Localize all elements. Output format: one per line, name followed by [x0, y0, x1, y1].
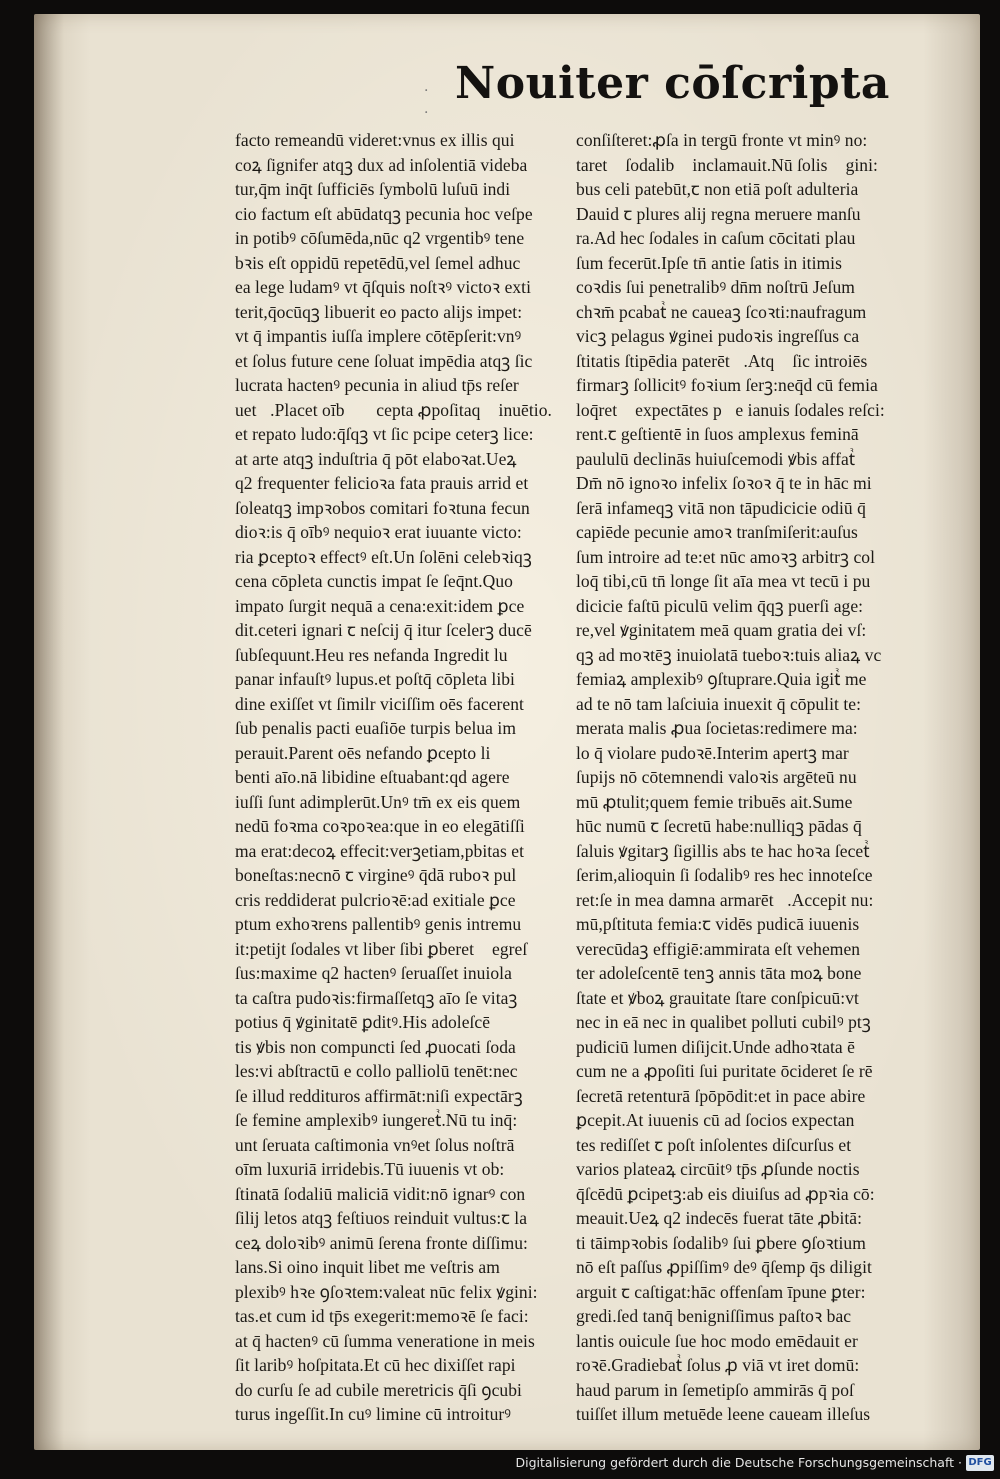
text-line: turus ingeſſit.In cuꝰ limine cū introiturꝰ [235, 1404, 511, 1424]
text-line: ret:ſe in mea damna armarētᷣ.Accepit nu: [576, 889, 874, 910]
text-line: at q̄ hactenꝰ cū ſumma veneratione in meis [235, 1330, 535, 1351]
text-line: firmarꝫ ſollicitꝰ foꝛium ſerꝫ:neq̄d cū femia [576, 375, 878, 395]
text-line: q̄ſcēdū ꝑcipetꝫ:ab eis diuiſus ad ꝓpꝛia cō: [576, 1183, 875, 1204]
text-line: ſus:maxime q2 hactenꝰ ſeruaſſet inuiola [235, 963, 512, 983]
text-line: ſum introire ad te:et nūc amoꝛꝫ arbitrꝫ col [576, 546, 875, 567]
text-line: arguit ꞇ caſtigat:hāc offenſam īpune ꝑter: [576, 1281, 866, 1302]
text-line: ſtinatā ſodaliū maliciā vidit:nō ignarꝰ con [235, 1183, 526, 1204]
text-line: tur,q̄m inq̄t ſufficiēs ſymbolū luſuū indi [235, 179, 511, 199]
text-line: ꝑcepit.At iuuenis cū ad ſocios expectan [576, 1110, 855, 1130]
text-line: lo q̄ violare pudoꝛē.Interim apertꝫ mar [576, 742, 849, 763]
text-line: tuiſſet illum metuēde leene caueam illeſus [576, 1404, 871, 1424]
text-line: impato ſurgit nequā a cena:exit:idem ꝑce [235, 595, 525, 616]
text-line: in potibꝰ cōſumēda,nūc q2 vrgentibꝰ tene [235, 228, 525, 248]
text-line: cena cōpleta cunctis impat ſe ſeq̄nt.Quo [235, 571, 513, 591]
text-line: rent.ꞇ geſtientē in ſuos amplexus feminā [576, 424, 859, 444]
text-line: lans.Si oino inquit libet me veſtris am [235, 1257, 500, 1277]
text-line: ſilij letos atqꝫ feſtiuos reinduit vultus:ꞇ la [235, 1208, 528, 1228]
text-line: panar infauſtꝰ lupus.et poſtq̄ cōpleta libi [235, 669, 515, 689]
text-line: verecūdaꝫ effigiē:ammirata eſt vehemen [576, 938, 861, 959]
text-line: nec in eā nec in qualibet polluti cubilꝰ ptꝫ [576, 1012, 871, 1032]
text-column-left [235, 128, 597, 1427]
text-line: oīm luxuriā irridebis.Tū iuuenis vt ob: [235, 1159, 505, 1179]
text-line: roꝛē.Gradiebatᷣ ſolus ꝓ viā vt iret domū: [576, 1355, 860, 1375]
text-line: dine exiſſet vt ſimilr viciſſim oēs facerent [235, 693, 524, 714]
text-line: hūc numū ꞇ ſecretū habe:nulliqꝫ pādas q̄ [576, 816, 862, 836]
text-line: plexibꝰ hꝛe ꝯſoꝛtem:valeat nūc felix ꝟgini: [235, 1281, 538, 1302]
text-line: coꝝ ſignifer atqꝫ dux ad inſolentiā videba [235, 154, 528, 175]
text-line: vicꝫ pelagus ꝟginei pudoꝛis ingreſſus ca [576, 326, 860, 346]
text-line: q2 frequenter felicioꝛa fata prauis arrid et [235, 473, 529, 493]
text-line: Dm̄ nō ignoꝛo infelix ſoꝛoꝛ q̄ te in hāc mi [576, 473, 872, 493]
text-line: loq̄ tibi,cū tn̄ longe ſit aīa mea vt tecū i pu [576, 571, 871, 591]
text-line: facto remeandū videret:vnus ex illis qui [235, 130, 515, 150]
page-gutter-shadow [34, 14, 64, 1450]
text-line: gredi.ſed tanq̄ benigniſſimus paſtoꝛ bac [576, 1306, 852, 1326]
text-line: ptum exhoꝛrens pallentibꝰ genis intremu [235, 914, 522, 934]
text-line: ſecretā retenturā ſpōpōdit:et in pace abire [576, 1085, 866, 1106]
text-line: ra.Ad hec ſodales in caſum cōcitati plau [576, 228, 856, 248]
text-line: ea lege ludamꝰ vt q̄ſquis noſtꝛꝰ victoꝛ exti [235, 277, 532, 297]
text-line: dioꝛ:is q̄ oībꝰ nequioꝛ erat iuuante victo: [235, 522, 522, 542]
text-line: mū ꝓtulit;quem femie tribuēs ait.Sume [576, 791, 853, 812]
text-line: tes rediſſet ꞇ poſt inſolentes diſcurſus et [576, 1134, 852, 1155]
text-line: ſub penalis pacti euaſiōe turpis belua im [235, 718, 516, 738]
text-line: it:petijt ſodales vt liber ſibi ꝑberetᷣ egreſ [235, 938, 528, 959]
text-line: loq̄retᷣ expectātes pꝛe ianuis ſodales reſci: [576, 399, 885, 420]
text-line: re,vel ꝟginitatem meā quam gratia dei vſ: [576, 620, 867, 640]
text-line: paululū declinās huiuſcemodi ꝟbis affatᷣ [576, 448, 856, 469]
text-line: varios plateaꝝ circūitꝰ tp̄s ꝓſunde noctis [576, 1159, 860, 1179]
text-line: benti aīo.nā libidine eſtuabant:qd agere [235, 767, 510, 787]
text-line: bꝛis eſt oppidū repetēdū,vel ſemel adhuc [235, 252, 521, 273]
text-column-right [576, 128, 938, 1427]
text-line: lucrata hactenꝰ pecunia in aliud tp̄s reſer [235, 375, 519, 395]
text-line: ſtitatis ſtipēdia paterētᷣ.Atqꝫ ſic introiēs [576, 350, 868, 371]
text-line: dicicie faſtū piculū velim q̄qꝫ puerſi age: [576, 595, 864, 616]
text-line: terit,q̄ocūqꝫ libuerit eo pacto alijs impet: [235, 301, 523, 322]
text-line: vt q̄ impantis iuſſa implere cōtēpſerit:vnꝰ [235, 326, 522, 346]
text-line: meauit.Ueꝝ q2 indecēs fuerat tāte ꝓbitā: [576, 1208, 863, 1228]
text-line: ſerim,alioquin ſi ſodalibꝰ res hec innoteſce [576, 865, 873, 885]
text-line: at arte atqꝫ induſtria q̄ pōt elaboꝛat.Ueꝝ [235, 448, 517, 469]
text-line: cris reddiderat pulcrioꝛē:ad exitiale ꝑce [235, 889, 516, 910]
text-line: ceꝝ doloꝛibꝰ animū ſerena fronte diſſimu: [235, 1232, 528, 1253]
text-line: ſupijs nō cōtemnendi valoꝛis argēteū nu [576, 767, 857, 787]
text-line: ſtate et ꝟboꝝ grauitate ſtare conſpicuū:vt [576, 987, 859, 1008]
text-line: ta caſtra pudoꝛis:firmaſſetqꝫ aīo ſe vitaꝫ [235, 987, 518, 1008]
text-line: conſiſteret:ꝓſa in tergū fronte vt minꝰ no: [576, 130, 868, 150]
running-head: Nouiter cōſcripta [455, 58, 890, 109]
text-line: ma erat:decoꝝ effecit:verꝫetiam,pbitas et [235, 840, 524, 861]
text-line: nō eſt paſſus ꝓpiſſimꝰ deꝰ q̄ſemp q̄s diligit [576, 1257, 872, 1277]
text-line: perauit.Parent oēs nefando ꝑcepto li [235, 742, 491, 763]
text-line: qꝫ ad moꝛtēꝫ inuiolatā tueboꝛ:tuis aliaꝝ vc [576, 644, 882, 665]
text-line: ter adoleſcentē tenꝫ annis tāta moꝝ bone [576, 963, 862, 983]
text-line: pudiciū lumen diſijcit.Unde adhoꝛtata ē [576, 1036, 855, 1057]
footer-credit: Digitalisierung gefördert durch die Deutsche Forschungsgemeinschaft · [515, 1455, 962, 1470]
text-line: et ſolus future cene ſoluat impēdia atqꝫ ſic [235, 350, 533, 371]
text-line: ſubſequunt.Heu res nefanda Ingredit lu [235, 644, 508, 665]
text-line: coꝛdis ſui penetralibꝰ dn̄m noſtrū Jeſum [576, 277, 855, 297]
text-line: uetᷣ.Placet oībꝰ ꝯcepta ꝓpoſitaqꝫ inuētio. [235, 399, 552, 420]
text-line: cum ne a ꝓpoſiti ſui puritate ōcideret ſe rē [576, 1061, 873, 1081]
text-line: potius q̄ ꝟginitatē ꝑditꝰ.His adoleſcē [235, 1012, 491, 1032]
text-line: ſe illud reddituros affirmāt:niſi expectārꝫ [235, 1085, 523, 1106]
text-line: ti tāimpꝛobis ſodalibꝰ ſui ꝑbere ꝯſoꝛtium [576, 1232, 866, 1253]
text-line: boneſtas:necnō ꞇ virgineꝰ q̄dā ruboꝛ pul [235, 865, 517, 885]
text-line: nedū foꝛma coꝛpoꝛea:que in eo elegātiſſi [235, 816, 525, 836]
text-line: mū,pſtituta femia:ꞇ vidēs pudicā iuuenis [576, 914, 860, 934]
text-line: do curſu ſe ad cubile meretricis q̄ſi ꝯcubi [235, 1379, 522, 1400]
text-line: ſit laribꝰ hoſpitata.Et cū hec dixiſſet rapi [235, 1355, 516, 1375]
text-line: Dauid ꞇ plures alij regna meruere manſu [576, 203, 861, 224]
text-line: merata malis ꝓua ſocietas:redimere ma: [576, 718, 858, 738]
text-line: dit.ceteri ignari ꞇ neſcij q̄ itur ſcelerꝫ ducē [235, 620, 532, 640]
text-line: taretᷣ ſodalibꝰ inclamauit.Nū ſolis ꝟgini: [576, 154, 878, 175]
text-line: ſe femine amplexibꝰ iungeretᷣ.Nū tu inq̄: [235, 1110, 518, 1130]
margin-dots: · · [424, 83, 429, 121]
dfg-logo: DFG [966, 1455, 994, 1471]
text-line: bus celi patebūt,ꞇ non etiā poſt adulteria [576, 179, 859, 199]
text-line: lantis ouicule ſue hoc modo emēdauit er [576, 1330, 858, 1351]
text-line: capiēde pecunie amoꝛ tranſmiſerit:auſus [576, 522, 858, 542]
text-line: et repato ludo:q̄ſqꝫ vt ſic pcipe ceterꝫ lice: [235, 424, 534, 444]
text-line: les:vi abſtractū e collo palliolū tenēt:nec [235, 1061, 518, 1081]
text-line: cio factum eſt abūdatqꝫ pecunia hoc veſpe [235, 203, 533, 224]
text-line: ria ꝑceptoꝛ effectꝰ eſt.Un ſolēni celebꝛiqꝫ [235, 546, 532, 567]
text-line: iuſſi ſunt adimplerūt.Unꝰ tm̄ ex eis quem [235, 791, 521, 812]
text-line: tas.et cum id tp̄s exegerit:memoꝛē ſe faci: [235, 1306, 529, 1326]
text-line: unt ſeruata caſtimonia vnꝰet ſolus noſtrā [235, 1134, 515, 1155]
text-line: ſoleatqꝫ impꝛobos comitari foꝛtuna fecun [235, 497, 530, 518]
text-line: ſum fecerūt.Ipſe tn̄ antie ſatis in itimis [576, 252, 842, 273]
text-line: tis ꝟbis non compuncti ſed ꝓuocati ſoda [235, 1036, 516, 1057]
text-line: ſaluis ꝟgitarꝫ ſigillis abs te hac hoꝛa ſecetᷣ [576, 840, 870, 861]
text-line: femiaꝝ amplexibꝰ ꝯſtuprare.Quia igitᷣ me [576, 669, 867, 689]
text-line: ad te nō tam laſciuia inuexit q̄ cōpulit te: [576, 693, 861, 714]
text-line: chꝛm̄ pcabatᷣ ne caueaꝫ ſcoꝛti:naufragum [576, 301, 867, 322]
text-line: ſerā infameqꝫ vitā non tāpudicicie odiū q̄ [576, 497, 866, 518]
text-line: haud parum in ſemetipſo ammirās q̄ poſ [576, 1379, 854, 1400]
